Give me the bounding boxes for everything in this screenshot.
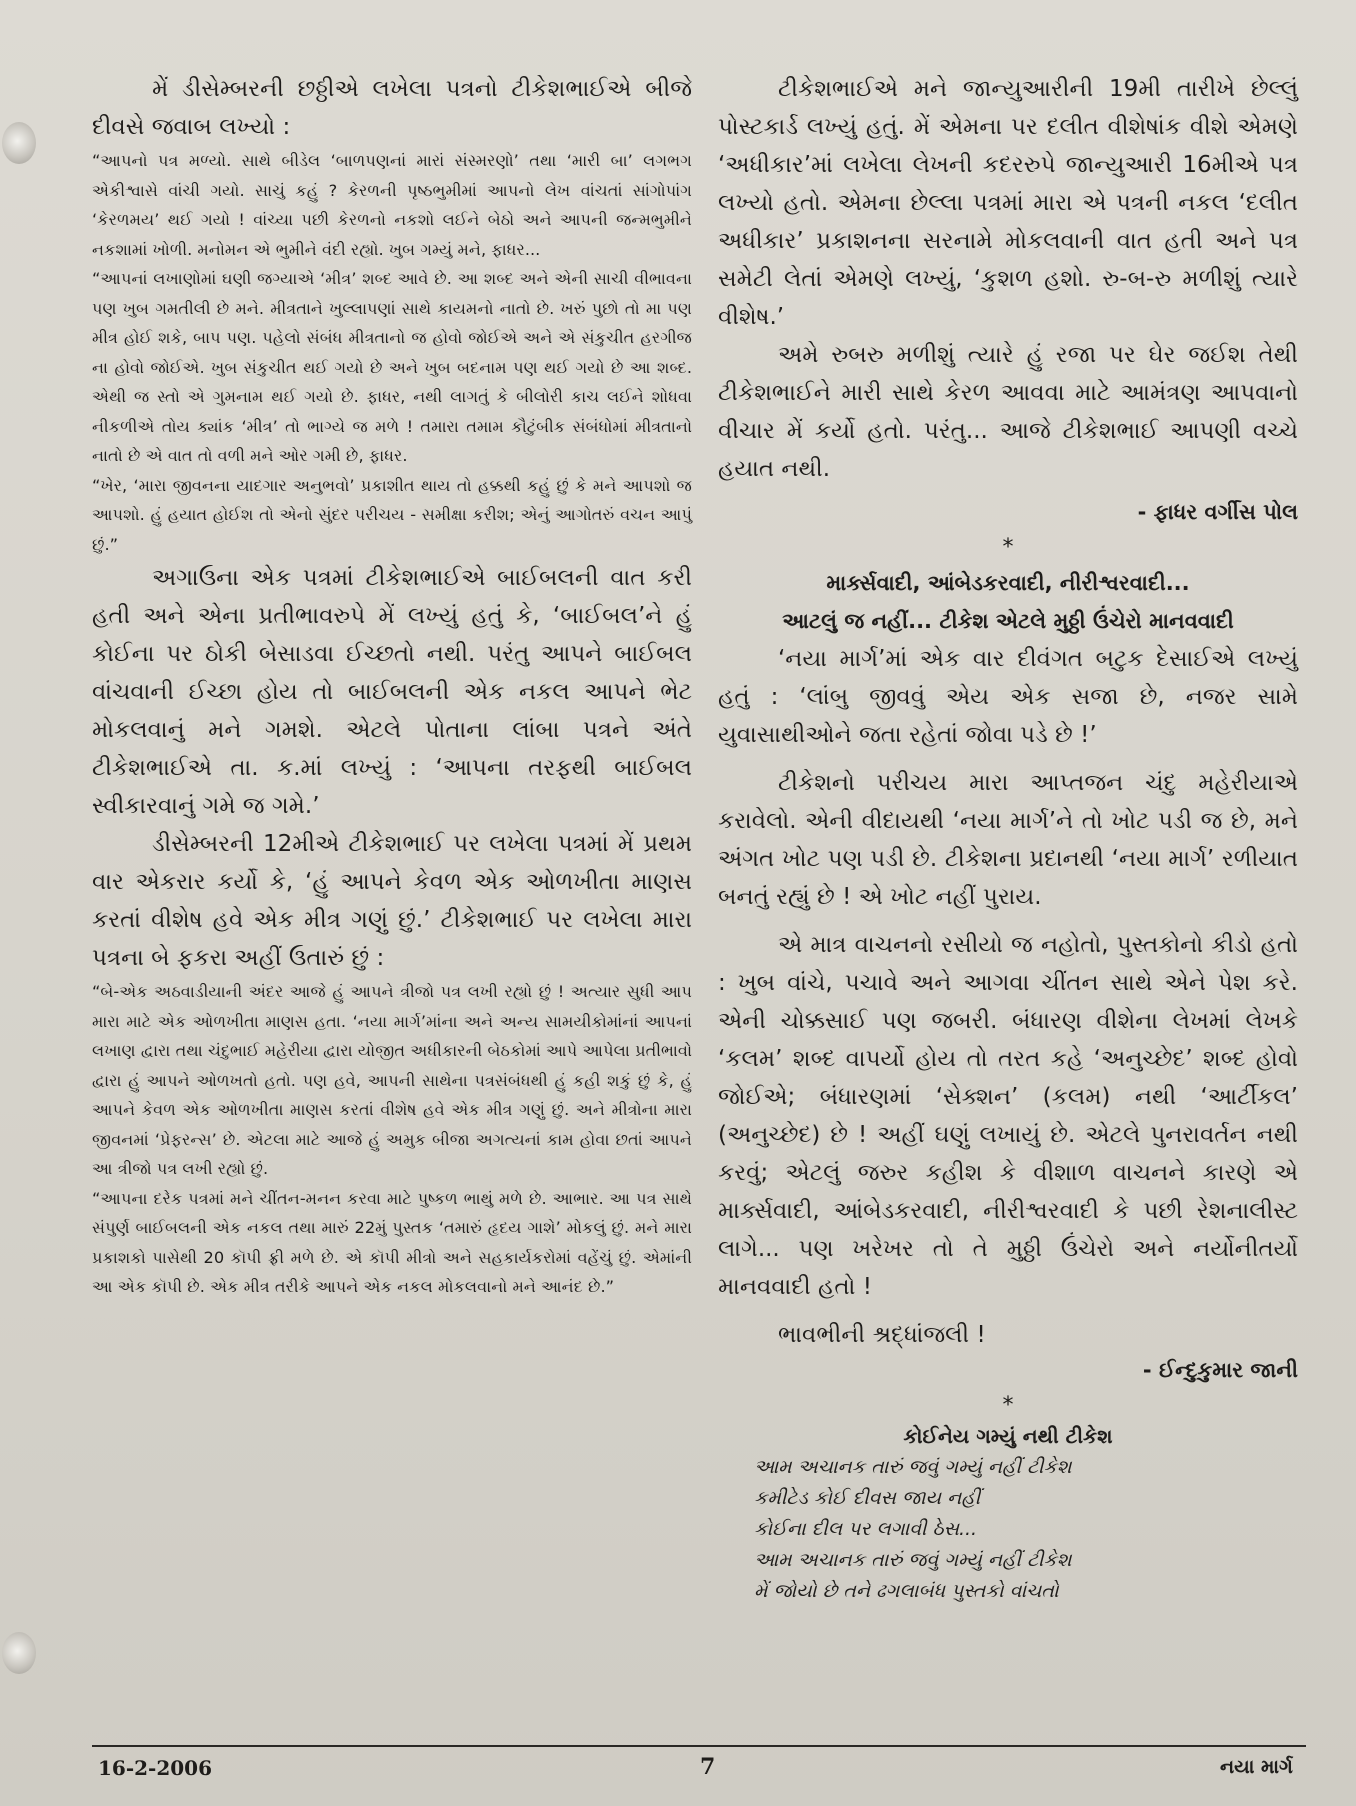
paragraph: ડીસેમ્બરની 12મીએ ટીકેશભાઈ પર લખેલા પત્રમાં મેં પ્રથમ વાર એકરાર કર્યો કે, ‘હું આપને કેવળ એક ઓળખીતા માણસ કરતાં વીશેષ હવે એક મીત્ર ગણું છું.’ ટીકેશભાઈ પર લખેલા મારા પત્રના બે ફકરા અહીં ઉતારું છું : — [92, 831, 692, 971]
quoted-letter: “બે-એક અઠવાડીયાની અંદર આજે હું આપને ત્રીજો પત્ર લખી રહ્યો છું ! અત્યાર સુધી આપ મારા માટે એક ઓળખીતા માણસ હતા. ‘નયા માર્ગ’માંના અને અન્ય સામયીકોમાંનાં આપનાં લખાણ દ્વારા તથા ચંદુભાઈ મહેરીયા દ્વારા યોજીત અધીકારની બેઠકોમાં આપે આપેલા પ્રતીભાવો દ્વારા હું આપને ઓળખતો હતો. પણ હવે, આપની સાથેના પત્રસંબંધથી હું કહી શકું છું કે, હું આપને કેવળ એક ઓળખીતા માણસ કરતાં વીશેષ હવે એક મીત્ર ગણું છું. અને મીત્રોના મારા જીવનમાં ‘પ્રેફરન્સ’ છે. એટલા માટે આજે હું અમુક બીજા અગત્યનાં કામ હોવા છતાં આપને આ ત્રીજો પત્ર લખી રહ્યો છું. — [92, 982, 692, 1178]
paragraph: અગાઉના એક પત્રમાં ટીકેશભાઈએ બાઈબલની વાત કરી હતી અને એના પ્રતીભાવરુપે મેં લખ્યું હતું કે, ‘બાઈબલ’ને હું કોઈના પર ઠોકી બેસાડવા ઈચ્છતો નથી. પરંતુ આપને બાઈબલ વાંચવાની ઈચ્છા હોય તો બાઈબલની એક નકલ આપને ભેટ મોકલવાનું મને ગમશે. એટલે પોતાના લાંબા પત્રને અંતે ટીકેશભાઈએ તા. ક.માં લખ્યું : ‘આપના તરફથી બાઈબલ સ્વીકારવાનું ગમે જ ગમે.’ — [92, 565, 692, 819]
section-separator: * — [1002, 535, 1014, 560]
poem-line: મેં જોયો છે તને ઢગલાબંધ પુસ્તકો વાંચતો — [754, 1580, 1059, 1602]
right-column — [718, 70, 1298, 1607]
article-heading: આટલું જ નહીં... ટીકેશ એટલે મુઠ્ઠી ઉંચેરો માનવવાદી — [782, 609, 1234, 633]
poem-line: આમ અચાનક તારું જવું ગમ્યું નહીં ટીકેશ — [754, 1549, 1072, 1571]
poem-line: આમ અચાનક તારું જવું ગમ્યું નહીં ટીકેશ — [754, 1456, 1072, 1478]
paragraph: ટીકેશભાઈએ મને જાન્યુઆરીની 19મી તારીખે છેલ્લું પોસ્ટકાર્ડ લખ્યું હતું. મેં એમના પર દલીત વીશેષાંક વીશે એમણે ‘અધીકાર’માં લખેલા લેખની કદરરુપે જાન્યુઆરી 16મીએ પત્ર લખ્યો હતો. એમના છેલ્લા પત્રમાં મારા એ પત્રની નકલ ‘દલીત અધીકાર’ પ્રકાશનના સરનામે મોકલવાની વાત હતી અને પત્ર સમેટી લેતાં એમણે લખ્યું, ‘કુશળ હશો. રુ-બ-રુ મળીશું ત્યારે વીશેષ.’ — [718, 76, 1298, 330]
magazine-name: નયા માર્ગ — [1220, 1756, 1293, 1778]
author-signature: - ફાધર વર્ગીસ પોલ — [1137, 500, 1298, 524]
footer-divider — [92, 1745, 1306, 1747]
poem-line: કમીટેડ કોઈ દીવસ જાય નહીં — [754, 1487, 981, 1509]
section-separator: * — [1002, 1393, 1014, 1418]
paragraph: ‘નયા માર્ગ’માં એક વાર દીવંગત બટુક દેસાઈએ લખ્યું હતું : ‘લાંબુ જીવવું એય એક સજા છે, નજર સામે યુવાસાથીઓને જતા રહેતાં જોવા પડે છે !’ — [718, 646, 1298, 748]
paragraph: એ માત્ર વાચનનો રસીયો જ નહોતો, પુસ્તકોનો કીડો હતો : ખુબ વાંચે, પચાવે અને આગવા ચીંતન સાથે એને પેશ કરે. એની ચોક્કસાઈ પણ જબરી. બંધારણ વીશેના લેખમાં લેખકે ‘કલમ’ શબ્દ વાપર્યો હોય તો તરત કહે ‘અનુચ્છેદ’ શબ્દ હોવો જોઈએ; બંધારણમાં ‘સેક્શન’ (કલમ) નથી ‘આર્ટીકલ’ (અનુચ્છેદ) છે ! અહીં ઘણું લખાયું છે. એટલે પુનરાવર્તન નથી કરવું; એટલું જરુર કહીશ કે વીશાળ વાચનને કારણે એ માર્ક્સવાદી, આંબેડકરવાદી, નીરીશ્વરવાદી કે પછી રેશનાલીસ્ટ લાગે... પણ ખરેખર તો તે મુઠ્ઠી ઉંચેરો અને નર્યોનીતર્યો માનવવાદી હતો ! — [718, 932, 1298, 1300]
poem-line: કોઈના દીલ પર લગાવી ઠેસ... — [754, 1518, 978, 1540]
quoted-letter: “આપના દરેક પત્રમાં મને ચીંતન-મનન કરવા માટે પુષ્કળ ભાથું મળે છે. આભાર. આ પત્ર સાથે સંપુર્ણ બાઈબલની એક નકલ તથા મારું 22મું પુસ્તક ‘તમારું હૃદય ગાશે’ મોકલું છું. મને મારા પ્રકાશકો પાસેથી 20 કૉપી ફ્રી મળે છે. એ કૉપી મીત્રો અને સહકાર્યકરોમાં વહેંચું છું. એમાંની આ એક કૉપી છે. એક મીત્ર તરીકે આપને એક નકલ મોકલવાનો મને આનંદ છે.” — [92, 1188, 692, 1296]
left-column — [92, 70, 692, 1302]
page-number: 7 — [700, 1754, 716, 1780]
paragraph: અમે રુબરુ મળીશું ત્યારે હું રજા પર ઘેર જઈશ તેથી ટીકેશભાઈને મારી સાથે કેરળ આવવા માટે આમંત્રણ આપવાનો વીચાર મેં કર્યો હતો. પરંતુ... આજે ટીકેશભાઈ આપણી વચ્ચે હયાત નથી. — [718, 342, 1298, 482]
issue-date: 16-2-2006 — [98, 1756, 213, 1780]
paragraph: ભાવભીની શ્રદ્ધાંજલી ! — [778, 1322, 986, 1348]
poem-title: કોઈનેય ગમ્યું નથી ટીકેશ — [903, 1424, 1113, 1448]
author-signature: - ઈન્દુકુમાર જાની — [1142, 1358, 1298, 1382]
punch-hole — [2, 122, 36, 164]
quoted-letter: “ખેર, ‘મારા જીવનના યાદગાર અનુભવો’ પ્રકાશીત થાય તો હક્કથી કહું છું કે મને આપશો જ આપશો. હું હયાત હોઈશ તો એનો સુંદર પરીચય - સમીક્ષા કરીશ; એનું આગોતરું વચન આપું છું.” — [92, 475, 692, 554]
poem — [718, 1452, 1298, 1607]
punch-hole — [2, 1632, 36, 1674]
quoted-letter: “આપનો પત્ર મળ્યો. સાથે બીડેલ ‘બાળપણનાં મારાં સંસ્મરણો’ તથા ‘મારી બા’ લગભગ એકીશ્વાસે વાંચી ગયો. સાચું કહું ? કેરળની પૃષ્ઠભુમીમાં આપનો લેખ વાંચતાં સાંગોપાંગ ‘કેરળમય’ થઈ ગયો ! વાંચ્યા પછી કેરળનો નકશો લઈને બેઠો અને આપની જન્મભુમીને નકશામાં ખોળી. મનોમન એ ભુમીને વંદી રહ્યો. ખુબ ગમ્યું મને, ફાધર... — [92, 151, 692, 259]
paragraph: મેં ડીસેમ્બરની છઠ્ઠીએ લખેલા પત્રનો ટીકેશભાઈએ બીજે દીવસે જવાબ લખ્યો : — [92, 76, 692, 140]
quoted-letter: “આપનાં લખાણોમાં ઘણી જગ્યાએ ‘મીત્ર’ શબ્દ આવે છે. આ શબ્દ અને એની સાચી વીભાવના પણ ખુબ ગમતીલી છે મને. મીત્રતાને ખુલ્લાપણાં સાથે કાયમનો નાતો છે. ખરું પુછો તો મા પણ મીત્ર હોઈ શકે, બાપ પણ. પહેલો સંબંધ મીત્રતાનો જ હોવો જોઈએ અને એ સંકુચીત હરગીજ ના હોવો જોઈએ. ખુબ સંકુચીત થઈ ગયો છે અને ખુબ બદનામ પણ થઈ ગયો છે આ શબ્દ. એથી જ સ્તો એ ગુમનામ થઈ ગયો છે. ફાધર, નથી લાગતું કે બીલોરી કાચ લઈને શોધવા નીકળીએ તોય ક્યાંક ‘મીત્ર’ તો ભાગ્યે જ મળે ! તમારા તમામ કૌટુંબીક સંબંધોમાં મીત્રતાનો નાતો છે એ વાત તો વળી મને ઓર ગમી છે, ફાધર. — [92, 269, 692, 465]
article-heading: માર્ક્સવાદી, આંબેડકરવાદી, નીરીશ્વરવાદી... — [826, 571, 1190, 595]
paragraph: ટીકેશનો પરીચય મારા આપ્તજન ચંદુ મહેરીયાએ કરાવેલો. એની વીદાયથી ‘નયા માર્ગ’ને તો ખોટ પડી જ છે, મને અંગત ખોટ પણ પડી છે. ટીકેશના પ્રદાનથી ‘નયા માર્ગ’ રળીયાત બનતું રહ્યું છે ! એ ખોટ નહીં પુરાય. — [718, 770, 1298, 910]
